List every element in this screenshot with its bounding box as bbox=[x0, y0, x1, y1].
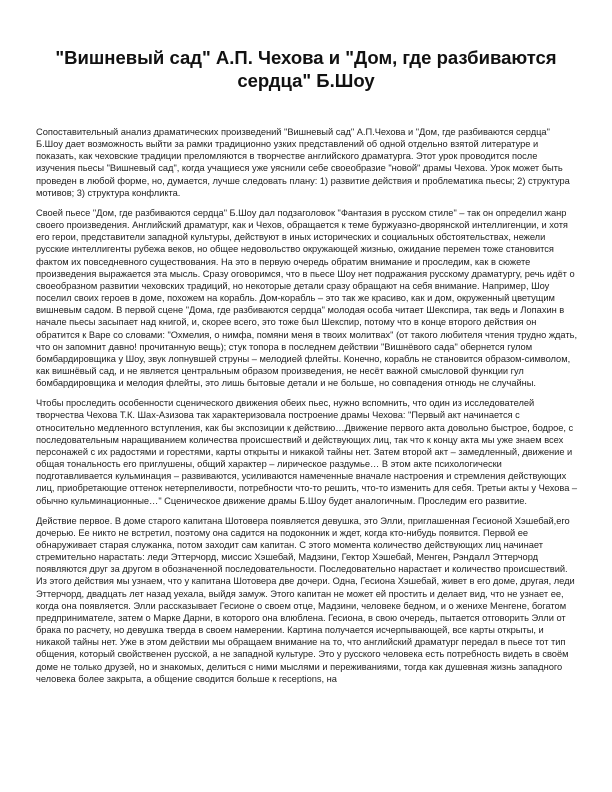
paragraph-stage-movement: Чтобы проследить особенности сценического движения обеих пьес, нужно вспомнить, что один из исследователей творчества Чехова Т.К. Шах-Азизова так характеризовала построение драмы Чехова: "Первый акт начинается с относительно медленного вступления, как бы экспозиции к действию…Движение первого акта довольно быстрое, бодрое, с последовательным наращиванием количества происшествий и действующих лиц, так что к концу акта мы уже знаем всех персонажей с их радостями и горестями, карты открыты и никакой тайны нет. Затем второй акт – замедленный, движение и общая тональность его приглушены, общий характер – лирическое раздумье… В этом акте психологически подготавливается кульминация – развиваются, усиливаются намеченные вначале настроения и стремления действующих лиц, приобретающие оттенок нетерпеливости, потребности что-то решить, что-то изменить для себя. Третьи акты у Чехова – обычно кульминационные…" Сценическое движение драмы Б.Шоу будет аналогичным. Проследим его развитие. bbox=[36, 398, 578, 506]
paragraph-subtitle-genre: Своей пьесе "Дом, где разбиваются сердца" Б.Шоу дал подзаголовок "Фантазия в русском стиле" – так он определил жанр своего произведения. Английский драматург, как и Чехов, обращается к теме буржуазно-дворянской интеллигенции, и хотя его герои, представители западной культуры, действуют в иных исторических и социальных обстоятельствах, нежели русские интеллигенты рубежа веков, но общее недовольство окружающей жизнью, ожидание перемен тоже становится фактом их повседневного существования. На это в первую очередь обратим внимание и проследим, как в сюжете произведения выражается эта мысль. Сразу оговоримся, что в пьесе Шоу нет подражания русскому драматургу, речь идёт о своеобразном развитии чеховских традиций, но некоторые детали сразу обращают на себя внимание. Например, Шоу поселил своих героев в доме, похожем на корабль. Дом-корабль – это так же красиво, как и дом, окруженный цветущим вишневым садом. В первой сцене "Дома, где разбиваются сердца" молодая особа читает Шекспира, так ведь и Лопахин в начале пьесы засыпает над книгой, и, скорее всего, это тоже был Шекспир, потому что в конце второго действия он обратится к Варе со словами: "Охмелия, о нимфа, помяни меня в твоих молитвах" (от такого любителя чтения трудно ждать, что он запомнит давно! прочитанную вещь); стук топора в последнем действии "Вишнёвого сада" обернется гулом бомбардировщика у Шоу, звук лопнувшей струны – мелодией флейты. Конечно, корабль не становится образом-символом, как вишнёвый сад, и не является центральным образом произведения, не несёт важной смысловой функции гул бомбардировщика и мелодия флейты, это лишь бытовые детали и не больше, но совпадения отнюдь не случайны. bbox=[36, 207, 578, 389]
document-body bbox=[36, 126, 578, 693]
paragraph-intro: Сопоставительный анализ драматических произведений "Вишневый сад" А.П.Чехова и "Дом, где разбиваются сердца" Б.Шоу дает возможность выйти за рамки традиционно узких представлений об одной отдельно взятой литературе и показать, как чеховские традиции преломляются в творчестве английского драматурга. Этот урок проводится после изучения пьесы "Вишневый сад", когда учащиеся уже уяснили себе своеобразие "новой" драмы Чехова. Урок может быть проведен в любой форме, но, думается, лучше следовать плану: 1) развитие действия и проблематика пьесы; 2) структура мотивов; 3) структура конфликта. bbox=[36, 127, 570, 198]
document-title: "Вишневый сад" А.П. Чехова и "Дом, где разбиваются сердца" Б.Шоу bbox=[55, 47, 557, 91]
paragraph-act-one: Действие первое. В доме старого капитана Шотовера появляется девушка, это Элли, приглашенная Гесионой Хэшебай,его дочерью. Ее никто не встретил, поэтому она садится на подоконник и ждет, когда кто-нибудь появится. Первой ее обнаруживает старая служанка, потом заходит сам капитан. С этого момента количество действующих лиц начинает стремительно нарастать: леди Эттерчорд, миссис Хэшебай, Мадзини, Гектор Хэшебай, Менген, Рэндалл Эттерчорд появляются друг за другом в обозначенной последовательности. Последовательно нарастает и количество происшествий. Из этого действия мы узнаем, что у капитана Шотовера две дочери. Одна, Гесиона Хэшебай, живет в его доме, другая, леди Эттерчорд, двадцать лет назад уехала, выйдя замуж. Этого капитан не может ей простить и делает вид, что не узнает ее, когда она появляется. Элли рассказывает Гесионе о своем отце, Мадзини, человеке бедном, и о женихе Менгене, богатом предпринимателе, затем о Марке Дарни, в которого она влюблена. Гесиона, в свою очередь, пытается отговорить Элли от брака по расчету, но девушка тверда в своем намерении. Картина получается исчерпывающей, все карты открыты, и никакой тайны нет. Уже в этом действии мы обращаем внимание на то, что английский драматург передал в пьесе тот тип общения, который свойственен русской, а не западной культуре. Это у русского человека есть потребность видеть в своём доме не только друзей, но и знакомых, делиться с ними мыслями и переживаниями, тогда как душевная жизнь западного человека более закрыта, а общение сводится больше к receptions, на bbox=[36, 515, 575, 684]
